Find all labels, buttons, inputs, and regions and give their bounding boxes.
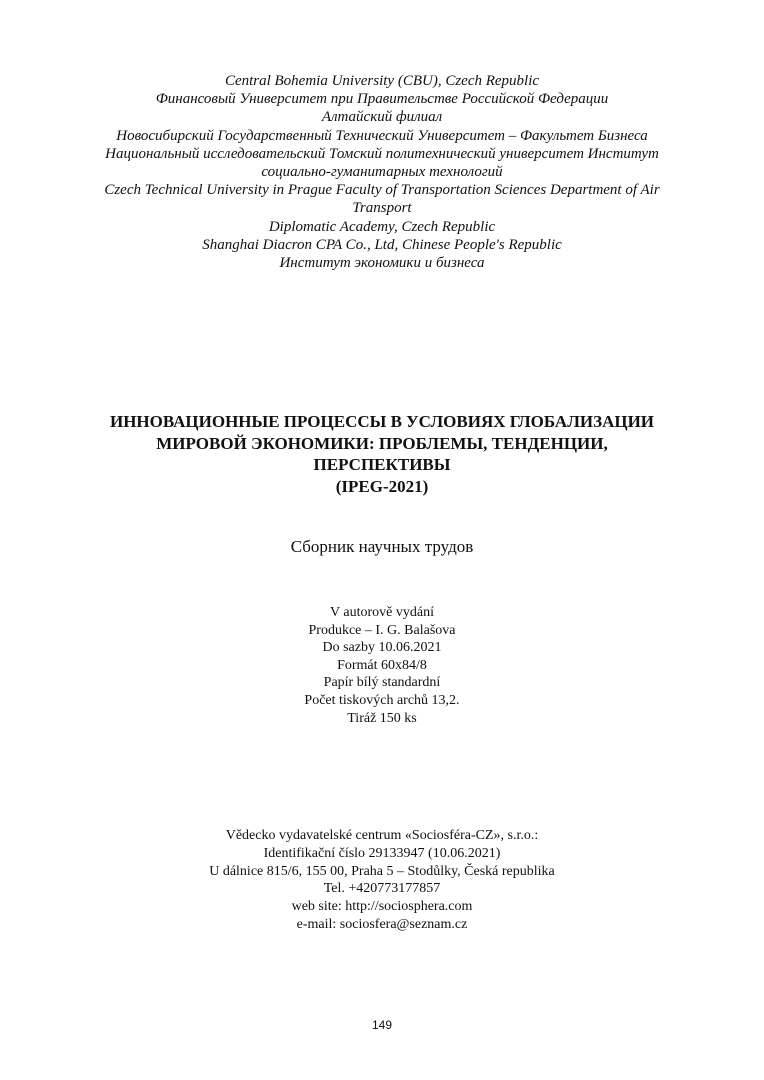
affiliation-line: Национальный исследовательский Томский политехнический университет Институт (105, 145, 659, 162)
publisher-line: Identifikační číslo 29133947 (10.06.2021) (263, 845, 501, 861)
affiliation-line: Финансовый Университет при Правительстве Российской Федерации (155, 91, 609, 108)
imprint-block (60, 604, 704, 727)
imprint-line: Produkce – I. G. Balašova (308, 622, 456, 638)
affiliation-line: Transport (352, 200, 412, 217)
imprint-line: V autorově vydání (330, 605, 434, 620)
title-line: МИРОВОЙ ЭКОНОМИКИ: ПРОБЛЕМЫ, ТЕНДЕНЦИИ, (156, 433, 608, 453)
title-line: ИННОВАЦИОННЫЕ ПРОЦЕССЫ В УСЛОВИЯХ ГЛОБАЛИЗАЦИИ (109, 412, 655, 431)
title-line: ПЕРСПЕКТИВЫ (313, 455, 451, 474)
publisher-line: Vědecko vydavatelské centrum «Sociosféra-CZ», s.r.o.: (225, 828, 539, 843)
publisher-email: e-mail: sociosfera@seznam.cz (296, 916, 468, 932)
affiliation-line: Алтайский филиал (321, 109, 443, 126)
imprint-line: Počet tiskových archů 13,2. (304, 692, 460, 708)
imprint-line: Do sazby 10.06.2021 (322, 640, 442, 656)
title-line: (IPEG-2021) (335, 476, 429, 496)
affiliation-line: Новосибирский Государственный Технический Университет – Факультет Бизнеса (116, 127, 648, 144)
imprint-line: Tiráž 150 ks (347, 710, 417, 726)
publisher-block (60, 827, 704, 934)
document-subtitle: Сборник научных трудов (290, 537, 474, 556)
document-title (60, 411, 704, 497)
page-number: 149 (371, 1018, 393, 1032)
affiliations-block (60, 72, 704, 272)
affiliation-line: Shanghai Diacron CPA Co., Ltd, Chinese People's Republic (202, 236, 562, 253)
publisher-website: web site: http://sociosphera.com (291, 899, 473, 915)
affiliation-line: Diplomatic Academy, Czech Republic (268, 218, 496, 235)
imprint-line: Papír bílý standardní (323, 675, 441, 691)
imprint-line: Formát 60x84/8 (337, 657, 427, 673)
publisher-line: U dálnice 815/6, 155 00, Praha 5 – Stodůlky, Česká republika (209, 863, 555, 879)
affiliation-line: Central Bohemia University (CBU), Czech Republic (224, 73, 540, 89)
affiliation-line: Czech Technical University in Prague Faculty of Transportation Sciences Department of Air (104, 182, 660, 199)
publisher-line: Tel. +420773177857 (323, 881, 441, 897)
affiliation-line: Институт экономики и бизнеса (279, 255, 485, 272)
affiliation-line: социально-гуманитарных технологий (261, 164, 503, 181)
